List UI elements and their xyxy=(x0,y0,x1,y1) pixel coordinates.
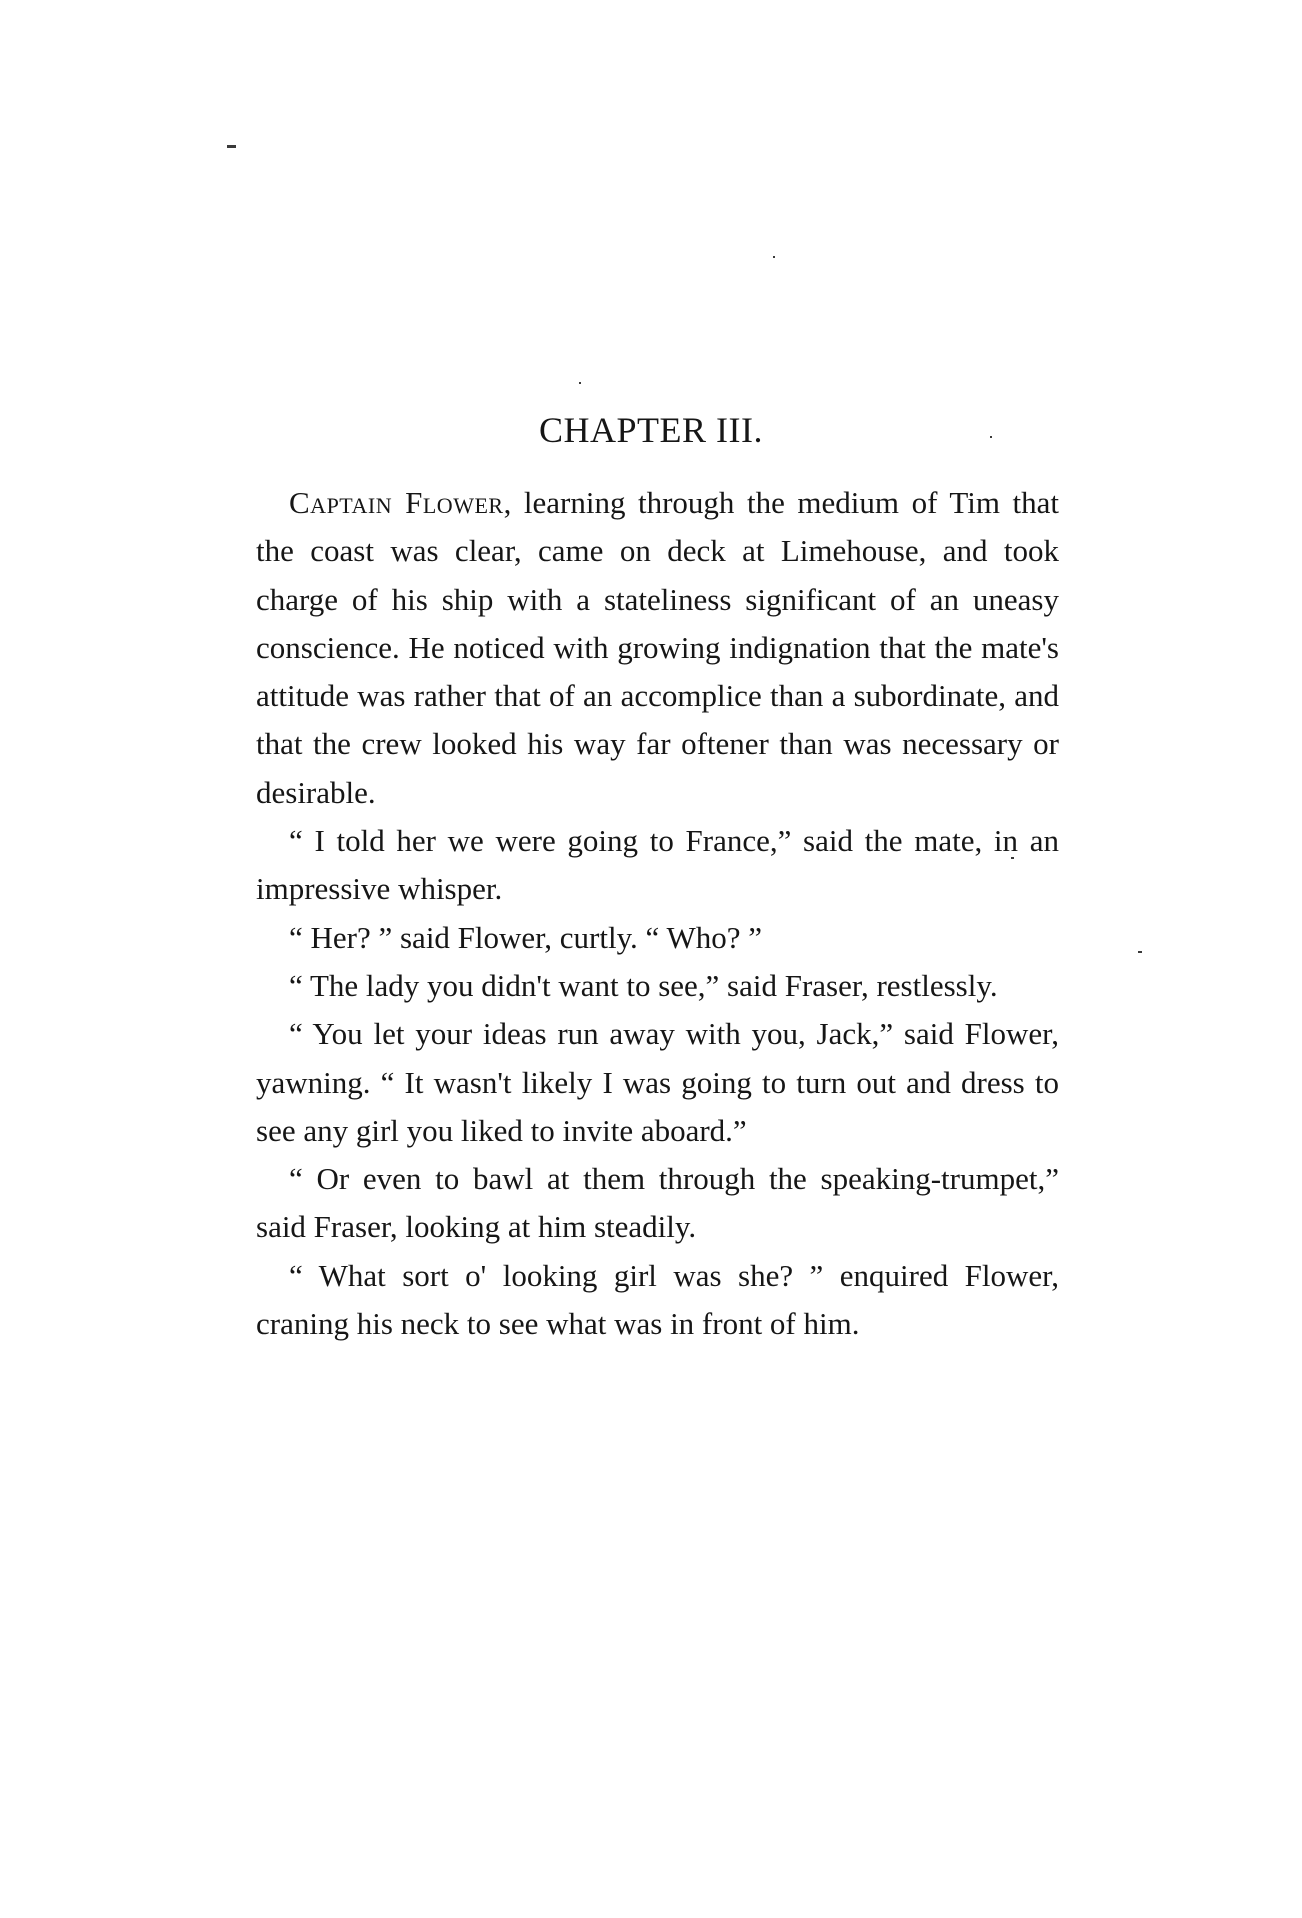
paragraph: “ Her? ” said Flower, curtly. “ Who? ” xyxy=(289,919,763,955)
page-speck xyxy=(773,256,775,258)
opening-lead-words: Captain Flower xyxy=(289,485,504,520)
paragraph-opening xyxy=(256,479,1059,817)
page-speck xyxy=(227,145,236,148)
page-speck xyxy=(1138,951,1142,953)
paragraph: “ The lady you didn't want to see,” said Fraser, restlessly. xyxy=(289,967,998,1003)
chapter-title: CHAPTER III. xyxy=(539,410,763,450)
page-speck xyxy=(579,382,581,384)
paragraph: “ I told her we were going to France,” said the mate, in an impressive whisper. xyxy=(256,823,1059,907)
opening-rest: , learning through the medium of Tim that the coast was clear, came on deck at Limehouse, and took charge of his ship with a stateliness significant of an uneasy conscience. He noticed with growing indignation that the mate's attitude was rather that of an accomplice than a subordinate, and that the crew looked his way far oftener than was necessary or desirable. xyxy=(256,485,1059,810)
paragraph: “ What sort o' looking girl was she? ” enquired Flower, craning his neck to see what was in front of him. xyxy=(256,1257,1059,1342)
paragraph: “ Or even to bawl at them through the speaking-trumpet,” said Fraser, looking at him steadily. xyxy=(256,1161,1059,1245)
paragraph: “ You let your ideas run away with you, Jack,” said Flower, yawning. “ It wasn't likely I was going to turn out and dress to see any girl you liked to invite aboard.” xyxy=(256,1016,1059,1148)
chapter-body xyxy=(256,479,1059,1348)
